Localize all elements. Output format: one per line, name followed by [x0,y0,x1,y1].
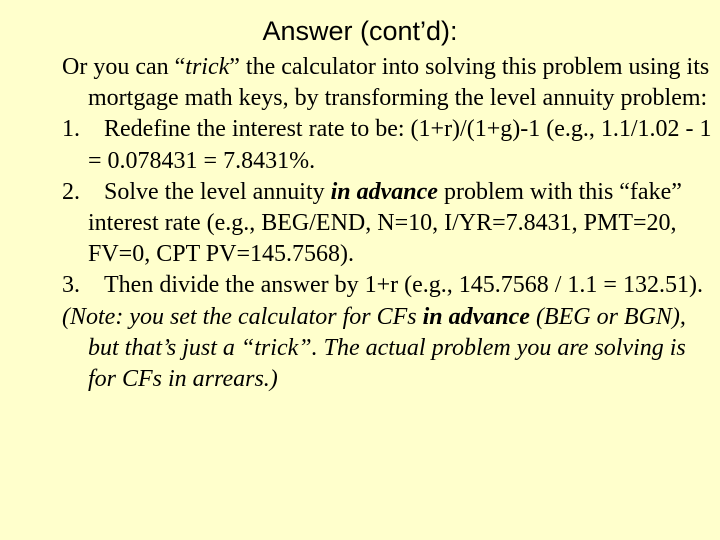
step-1 [62,114,712,176]
note-emphasis: in advance [422,303,530,330]
intro-paragraph [62,52,712,114]
intro-text-start: Or you can “ [62,54,186,80]
step-2 [62,177,712,271]
step-2-emphasis: in advance [330,178,438,205]
step-2-text-end: problem with this “fake” interest rate (e.g., BEG/END, N=10, I/YR=7.8431, PMT=20, FV=0, CPT PV=145.7568). [88,178,682,268]
step-2-number: 2. [62,178,80,205]
step-1-text: Redefine the interest rate to be: (1+r)/(1+g)-1 (e.g., 1.1/1.02 - 1 = 0.078431 = 7.8431%. [88,116,712,174]
intro-text-end: ” the calculator into solving this problem using its mortgage math keys, by transforming the level annuity problem: [88,54,710,112]
note-paragraph [62,302,712,396]
step-3-text: Then divide the answer by 1+r (e.g., 145.7568 / 1.1 = 132.51). [104,272,703,299]
step-3-number: 3. [62,272,80,299]
intro-trick-word: trick [185,54,230,80]
slide-title: Answer (cont’d): [262,16,458,46]
slide-body [62,52,712,395]
note-text-start: (Note: you set the calculator for CFs [62,303,423,330]
note-text-end: (BEG or BGN), but that’s just a “trick”. The actual problem you are solving is for CFs in arrears.) [88,303,686,393]
step-3 [62,270,712,301]
step-2-text-start: Solve the level annuity [104,178,331,205]
step-1-number: 1. [62,116,80,143]
